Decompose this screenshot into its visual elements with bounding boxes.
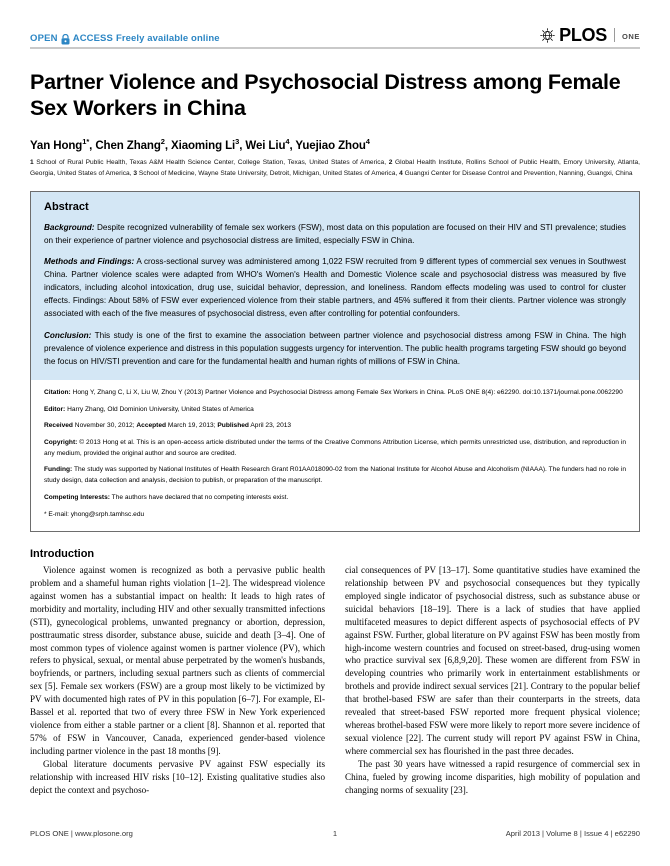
funding-text: The study was supported by National Institutes of Health Research Grant R01AA018090-02 from the National Institute for Alcohol Abuse and Alcoholism (NIAAA). The funders had no role in study design, data collection and analysis, decision to publish, or preparation of the manuscript. bbox=[44, 466, 626, 485]
plos-one-logo[interactable] bbox=[540, 26, 640, 44]
abstract-conclusion-paragraph bbox=[44, 330, 626, 369]
abstract-background-text: Despite recognized vulnerability of female sex workers (FSW), most data on this population are focused on their HIV and STI prevalence; studies on their experience of partner violence and psychosocial distress are limited, especially FSW in China. bbox=[44, 222, 626, 245]
plos-one-label: ONE bbox=[621, 32, 640, 42]
page-footer bbox=[30, 829, 640, 838]
plos-wordmark: PLOS bbox=[559, 25, 607, 45]
citation-line bbox=[44, 388, 626, 399]
funding-label: Funding: bbox=[44, 466, 73, 474]
author-list: Yan Hong$^{1*}$, Chen Zhang$^2$, Xiaoming Li$^3$, Wei Liu$^4$, Yuejiao Zhou$^4$ bbox=[30, 137, 370, 153]
corresponding-email[interactable]: * E-mail: yhong@srph.tamhsc.edu bbox=[44, 511, 145, 519]
abstract-frame bbox=[30, 191, 640, 533]
copyright-text: © 2013 Hong et al. This is an open-access article distributed under the terms of the Creative Commons Attribution License, which permits unrestricted use, distribution, and reproduction in any medium, provided the original author and source are credited. bbox=[44, 439, 626, 457]
editor-line bbox=[44, 405, 626, 416]
intro-paragraph-1: Violence against women is recognized as both a pervasive public health problem and a shameful human rights violation [1–2]. The widespread violence against women has a substantial impact on health: It leads to high rates of morbidity and mortality, including HIV and other sexually transmitted infections (STI), gynecological problems, unwanted pregnancy or abortion, depression, posttraumatic stress disorder, substance abuse, suicide and death [3–4]. One of most common types of violence against women is partner violence (PV), which refers to physical, sexual, or mental abuse perpetrated by the women's husbands, boyfriends, or partners, including sexual partners such as clients of commercial sex [5]. Female sex workers (FSW) are a group most likely to be victimized by PV with documented high rates of PV in this population [6–7]. For example, El-Bassel et al. reported that two of every three FSW in New York experienced violence from either a stable partner or a client [8]. Shannon et al. reported that 57% of FSW in Vancouver, Canada, experienced gender-based violence including partner violence in the past 18 months [9]. bbox=[30, 565, 325, 756]
footer-issue-info: April 2013 | Volume 8 | Issue 4 | e62290 bbox=[505, 829, 640, 838]
competing-interests-label: Competing Interests: bbox=[44, 493, 110, 501]
published-date: April 23, 2013 bbox=[248, 422, 292, 430]
body-column-right bbox=[345, 564, 640, 796]
page-header bbox=[30, 22, 640, 44]
abstract-conclusion-text: This study is one of the first to examine the association between partner violence and psychosocial distress among FSW in China. The high prevalence of violence experience and distress in this population suggests urgency for intervention. The public health programs targeting FSW should go beyond the focus on HIV/STI prevention and care for the fundamental health and human rights of millions of FSW in China. bbox=[44, 331, 626, 367]
abstract-methods-paragraph bbox=[44, 256, 626, 321]
funding-line bbox=[44, 465, 626, 486]
logo-divider bbox=[614, 28, 615, 42]
author-affiliations: 1 School of Rural Public Health, Texas A&M Health Science Center, College Station, Texas, United States of America, 2 Global Health Institute, Rollins School of Public Health, Emory University, Atlanta, Georgia, United States of America, 3 School of Medicine, Wayne State University, Detroit, Michigan, United States of America, 4 Guangxi Center for Disease Control and Prevention, Nanning, Guangxi, China bbox=[30, 159, 641, 177]
abstract-heading: Abstract bbox=[44, 200, 89, 213]
competing-interests-line bbox=[44, 493, 626, 504]
editor-label: Editor: bbox=[44, 405, 66, 413]
open-access-tagline: Freely available online bbox=[115, 32, 220, 44]
published-label: Published bbox=[217, 422, 249, 430]
editor-text: Harry Zhang, Old Dominion University, United States of America bbox=[65, 405, 254, 413]
intro-paragraph-4: The past 30 years have witnessed a rapid resurgence of commercial sex in China, fueled by growing income disparities, high mobility of population and changing norms of sexuality [23]. bbox=[345, 758, 640, 795]
intro-paragraph-2: Global literature documents pervasive PV against FSW especially its relationship with increased HIV risks [10–12]. Existing qualitative studies also depict the context and psychoso- bbox=[30, 758, 325, 795]
open-access-banner[interactable] bbox=[30, 33, 220, 44]
abstract-methods-label: Methods and Findings: bbox=[44, 257, 135, 267]
open-access-access-label: ACCESS bbox=[72, 32, 113, 44]
abstract-background-paragraph bbox=[44, 222, 626, 248]
citation-label: Citation: bbox=[44, 389, 71, 397]
plos-globe-icon bbox=[540, 28, 555, 43]
body-columns bbox=[30, 564, 640, 796]
received-date: November 30, 2012; bbox=[72, 422, 137, 430]
open-access-open-label: OPEN bbox=[30, 32, 58, 44]
received-label: Received bbox=[44, 422, 73, 430]
intro-paragraph-3: cial consequences of PV [13–17]. Some quantitative studies have examined the relationship between PV and psychosocial consequences but they typically employed single indicator of psychosocial distress, such as substance abuse or suicidal behaviors [18–19]. There is a lack of studies that have applied multifaceted measures to depict different aspects of psychosocial effects of PV against FSW. Further, global literature on PV against FSW has been mostly from high-income western countries and focused on street-based, drug-using women who practice survival sex [6,8,9,20]. These women are different from FSW in developing countries who primarily work in entertainment establishments or brothels and provide indirect sexual services [21]. Contrary to the popular belief that brothel-based FSW are safer than their counterparts in the streets, data revealed that street-based FSW reported more frequent physical violence; whereas brothel-based FSW were more likely to report more severe incidence of sexual violence [22]. The current study will report PV against FSW in China, where commercial sex has flourished in the past three decades. bbox=[345, 565, 640, 756]
footer-journal-url[interactable]: PLOS ONE | www.plosone.org bbox=[30, 829, 133, 838]
abstract-methods-text: A cross-sectional survey was administered among 1,022 FSW recruited from 9 different types of commercial sex venues in Southwest China. Partner violence scales were adapted from WHO's Women's Health and Domestic Violence scale and psychosocial distress was measured by five indicators, including alcohol intoxication, drug use, suicidal behavior, depression, and loneliness. Random effects modeling was used to control for cluster effects. Findings: About 58% of FSW ever experienced violence from their stable partners, and 45% suffered it from their clients. Partner violence was strongly associated with each of the five measures of psychosocial distress, even after controlling for potential confounders. bbox=[44, 257, 626, 319]
accepted-label: Accepted bbox=[136, 422, 167, 430]
header-rule bbox=[30, 47, 640, 49]
footer-page-number: 1 bbox=[332, 829, 338, 838]
article-title: Partner Violence and Psychosocial Distress among Female Sex Workers in China bbox=[30, 70, 621, 121]
body-column-left bbox=[30, 564, 325, 796]
article-metadata bbox=[31, 380, 639, 531]
introduction-heading: Introduction bbox=[30, 548, 95, 561]
copyright-label: Copyright: bbox=[44, 439, 78, 447]
abstract-conclusion-label: Conclusion: bbox=[44, 331, 92, 341]
lock-icon bbox=[61, 34, 70, 45]
accepted-date: March 19, 2013; bbox=[166, 422, 218, 430]
abstract-section bbox=[31, 192, 639, 381]
abstract-background-label: Background: bbox=[44, 222, 95, 232]
competing-interests-text: The authors have declared that no competing interests exist. bbox=[109, 493, 289, 501]
citation-text[interactable]: Hong Y, Zhang C, Li X, Liu W, Zhou Y (2013) Partner Violence and Psychosocial Distress among Female Sex Workers in China. PLoS ONE 8(4): e62290. doi:10.1371/journal.pone.0062290 bbox=[70, 389, 623, 397]
dates-line bbox=[44, 421, 626, 432]
copyright-line bbox=[44, 438, 626, 459]
